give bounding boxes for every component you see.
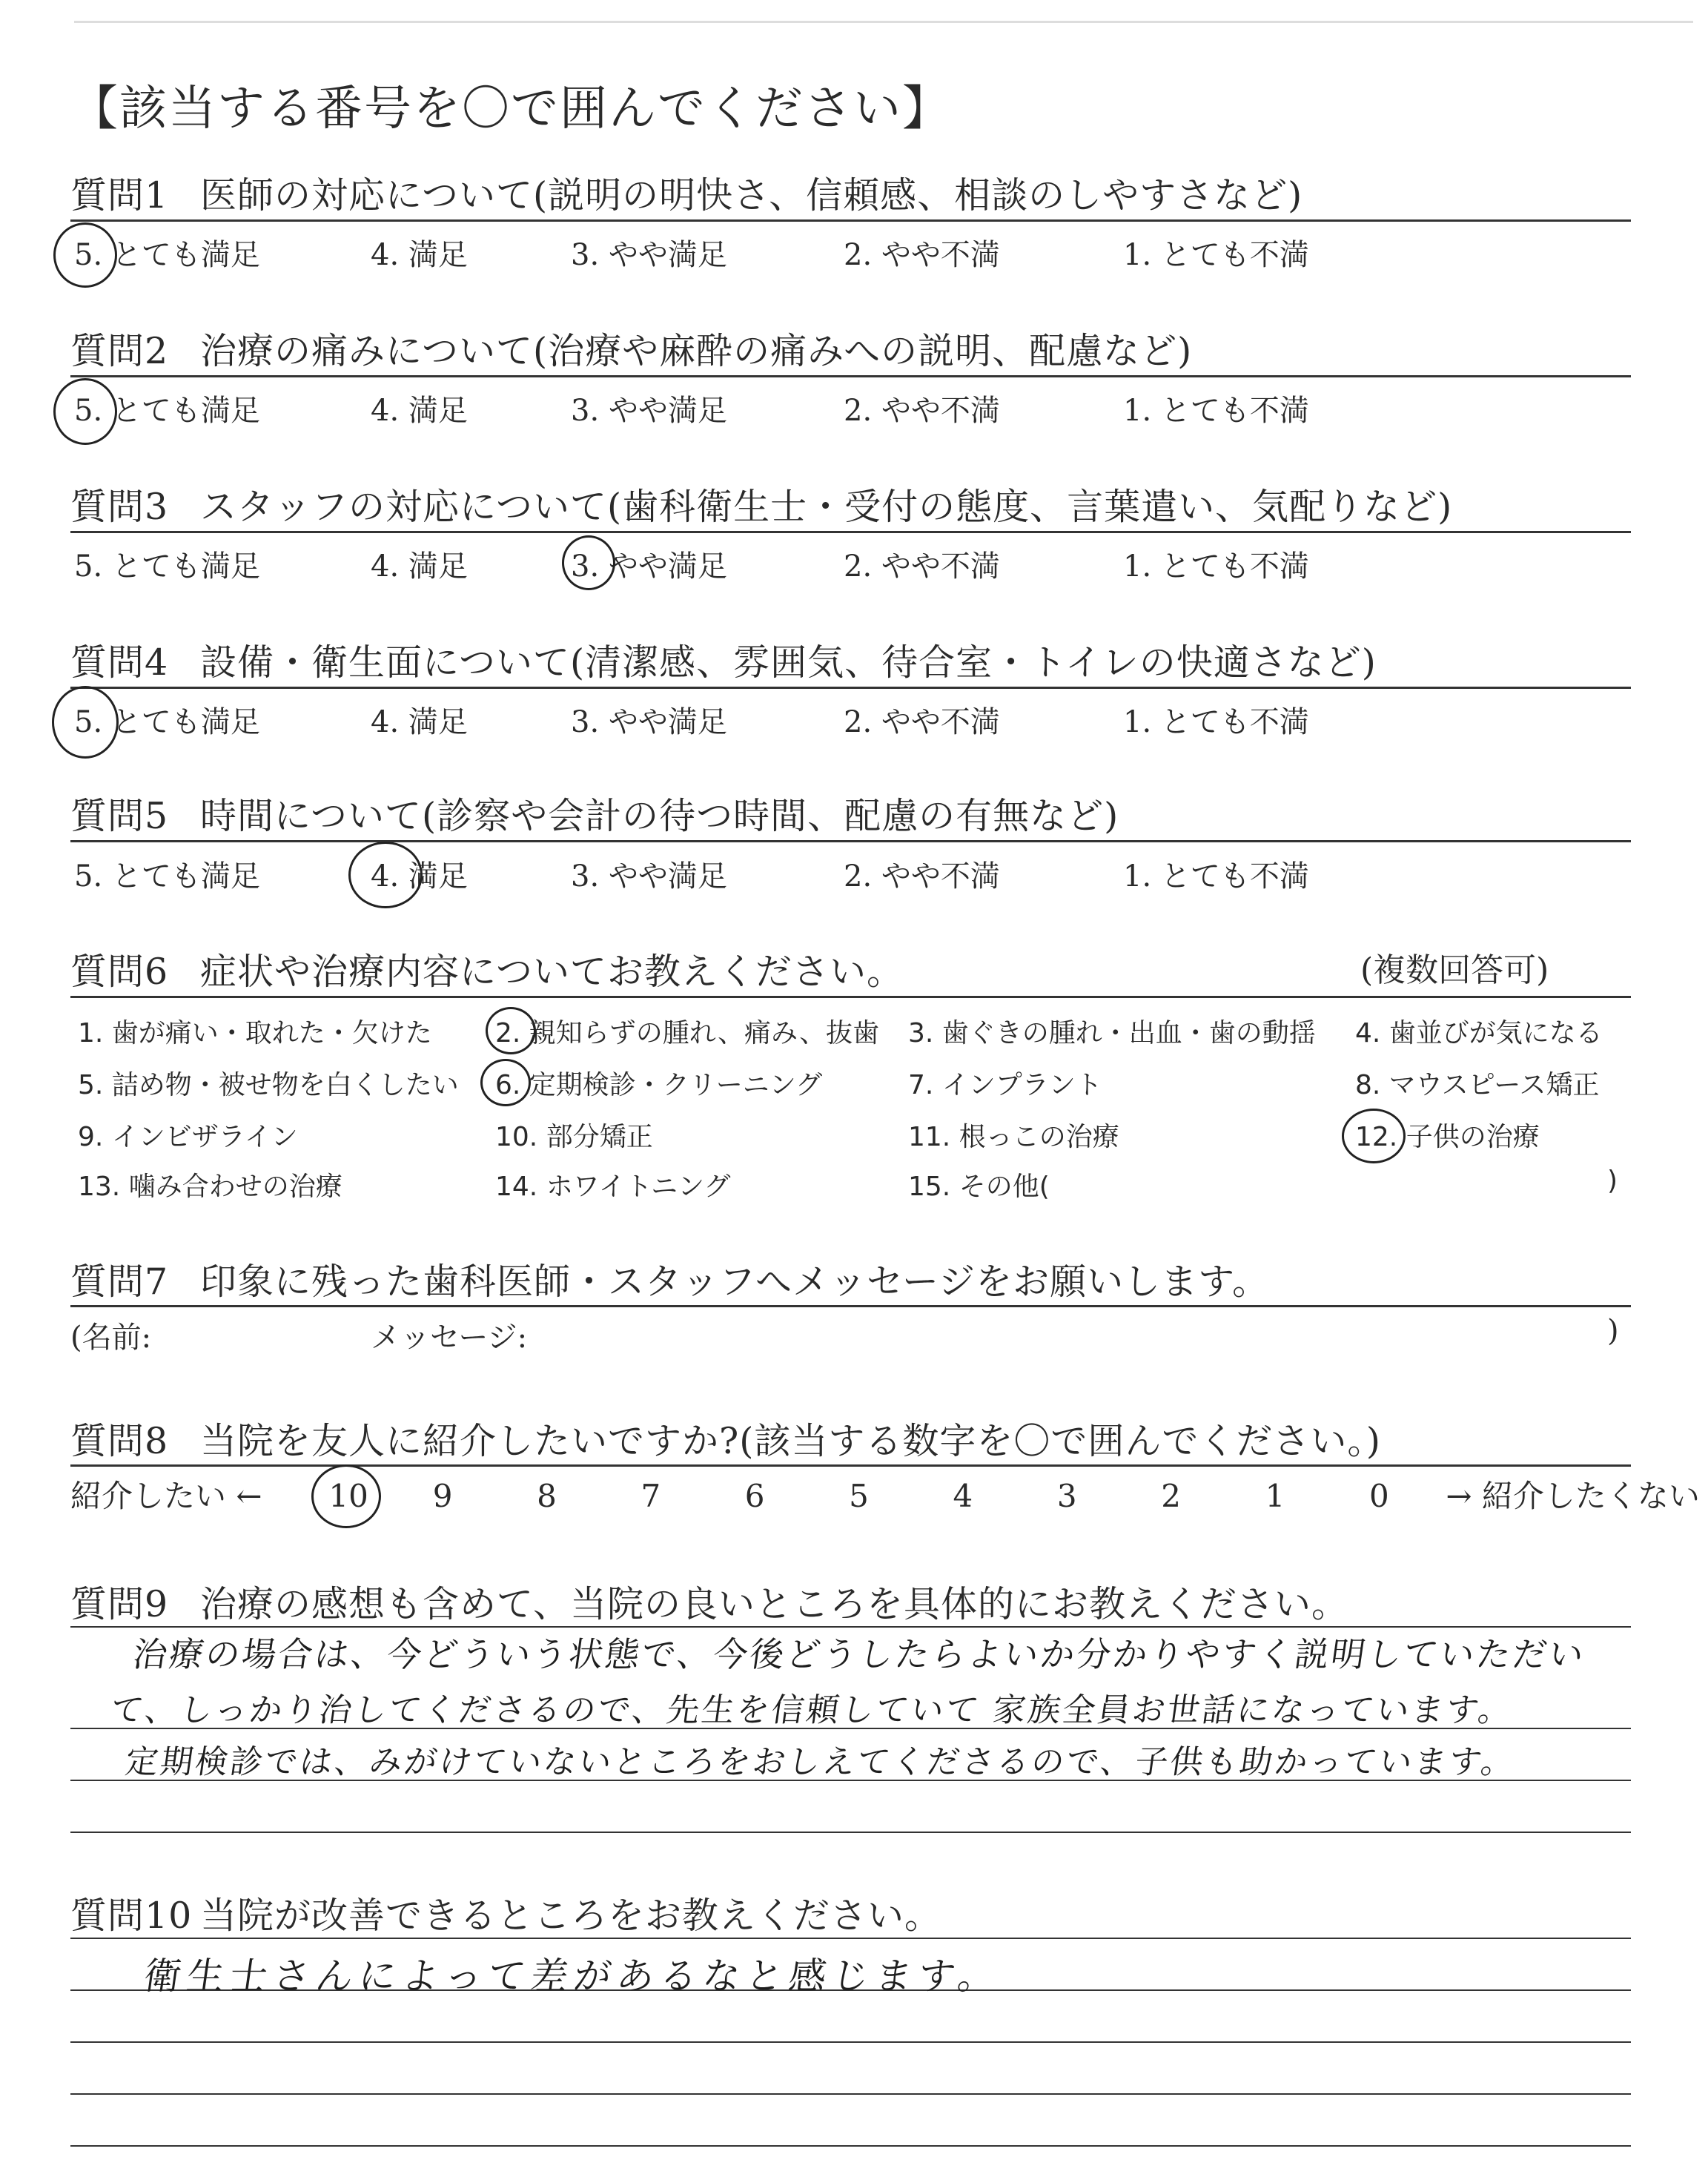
handwritten-answer-line: 衛生士さんによって差があるなと感じます。: [141, 1955, 1004, 1998]
q4-option-4[interactable]: 4. 満足: [371, 705, 468, 739]
q5-option-2[interactable]: 2. やや不満: [844, 859, 1000, 894]
question-number: 質問5: [70, 795, 169, 837]
question-number: 質問9: [70, 1583, 169, 1625]
question-number: 質問7: [70, 1261, 169, 1303]
question-number: 質問1: [70, 174, 169, 217]
question-number: 質問3: [70, 486, 169, 528]
message-close: ): [1607, 1314, 1619, 1348]
q6-option-8[interactable]: 8. マウスピース矯正: [1355, 1070, 1600, 1100]
scale-0[interactable]: 0: [1368, 1478, 1389, 1514]
question-text: 当院を友人に紹介したいですか?(該当する数字を〇で囲んでください。): [200, 1420, 1382, 1462]
q6-option-6[interactable]: 6. 定期検診・クリーニング: [495, 1070, 823, 1100]
scale-6[interactable]: 6: [744, 1478, 765, 1514]
selection-circle: [480, 1059, 531, 1106]
selection-circle: [311, 1464, 381, 1528]
q6-option-4[interactable]: 4. 歯並びが気になる: [1355, 1018, 1603, 1048]
question-text: 当院が改善できるところをお教えください。: [200, 1895, 942, 1937]
message-label: メッセージ:: [371, 1321, 528, 1355]
q1-option-5[interactable]: 5. とても満足: [74, 238, 260, 272]
divider: [70, 219, 1631, 222]
question-text: 治療の痛みについて(治療や麻酔の痛みへの説明、配慮など): [200, 330, 1193, 372]
divider: [70, 687, 1631, 689]
divider: [70, 1464, 1631, 1467]
question-2: [70, 323, 1192, 374]
selection-circle: [52, 686, 119, 759]
q3-option-2[interactable]: 2. やや不満: [844, 549, 1000, 584]
question-9: [70, 1576, 1348, 1628]
scale-left-label: 紹介したい ←: [70, 1478, 262, 1514]
q1-option-1[interactable]: 1. とても不満: [1123, 238, 1309, 272]
q2-option-5[interactable]: 5. とても満足: [74, 394, 260, 428]
handwritten-answer-line: 治療の場合は、今どういう状態で、今後どうしたらよいか分かりやすく説明していただい: [130, 1634, 1589, 1674]
question-number: 質問4: [70, 641, 169, 684]
question-3: [70, 478, 1452, 530]
answer-line: [70, 2093, 1631, 2095]
handwritten-answer-line: て、しっかり治してくださるので、先生を信頼していて 家族全員お世話になっています。: [107, 1691, 1516, 1729]
q2-option-3[interactable]: 3. やや満足: [571, 394, 727, 428]
multiple-answers-note: (複数回答可): [1360, 951, 1549, 989]
q6-option-12[interactable]: 12. 子供の治療: [1355, 1122, 1540, 1152]
question-text: 症状や治療内容についてお教えください。: [200, 951, 904, 993]
selection-circle: [53, 378, 117, 445]
selection-circle: [562, 535, 615, 590]
scale-2[interactable]: 2: [1161, 1478, 1181, 1514]
q6-option-5[interactable]: 5. 詰め物・被せ物を白くしたい: [78, 1070, 459, 1100]
q6-option-2[interactable]: 2. 親知らずの腫れ、痛み、抜歯: [495, 1018, 880, 1048]
q6-option-3[interactable]: 3. 歯ぐきの腫れ・出血・歯の動揺: [908, 1018, 1316, 1048]
question-8: [70, 1413, 1381, 1464]
q2-option-4[interactable]: 4. 満足: [371, 394, 468, 428]
question-text: 治療の感想も含めて、当院の良いところを具体的にお教えください。: [200, 1583, 1349, 1625]
scale-5[interactable]: 5: [849, 1478, 869, 1514]
q6-option-15[interactable]: 15. その他(: [908, 1172, 1050, 1202]
question-number: 質問6: [70, 951, 169, 993]
divider: [70, 840, 1631, 842]
question-text: 設備・衛生面について(清潔感、雰囲気、待合室・トイレの快適さなど): [200, 641, 1377, 684]
q5-option-5[interactable]: 5. とても満足: [74, 859, 260, 894]
answer-line: [70, 2145, 1631, 2147]
q6-option-9[interactable]: 9. インビザライン: [78, 1122, 298, 1152]
scale-3[interactable]: 3: [1056, 1478, 1077, 1514]
q1-option-4[interactable]: 4. 満足: [371, 238, 468, 272]
scale-1[interactable]: 1: [1265, 1478, 1285, 1514]
answer-line: [70, 1938, 1631, 1939]
q1-option-2[interactable]: 2. やや不満: [844, 238, 1000, 272]
question-text: スタッフの対応について(歯科衛生士・受付の態度、言葉遣い、気配りなど): [200, 486, 1453, 528]
q3-option-3[interactable]: 3. やや満足: [571, 549, 727, 584]
selection-circle: [486, 1007, 536, 1054]
q5-option-1[interactable]: 1. とても不満: [1123, 859, 1309, 894]
q6-other-close: ): [1607, 1166, 1618, 1196]
question-7: [70, 1253, 1269, 1305]
page-title: 【該当する番号を〇で囲んでください】: [70, 82, 951, 136]
q6-option-10[interactable]: 10. 部分矯正: [495, 1122, 653, 1152]
q4-option-5[interactable]: 5. とても満足: [74, 705, 260, 739]
divider: [70, 996, 1631, 998]
question-1: [70, 167, 1302, 219]
q6-option-11[interactable]: 11. 根っこの治療: [908, 1122, 1119, 1152]
question-number: 質問8: [70, 1420, 169, 1462]
scale-7[interactable]: 7: [640, 1478, 661, 1514]
name-label: (名前:: [70, 1321, 152, 1355]
top-border: [74, 21, 1693, 23]
question-number: 質問10: [70, 1895, 193, 1937]
question-number: 質問2: [70, 330, 169, 372]
question-text: 時間について(診察や会計の待つ時間、配慮の有無など): [200, 795, 1119, 837]
scale-right-label: → 紹介したくない: [1446, 1478, 1700, 1514]
q6-option-13[interactable]: 13. 噛み合わせの治療: [78, 1172, 342, 1202]
scale-4[interactable]: 4: [953, 1478, 973, 1514]
selection-circle: [348, 842, 423, 908]
q6-option-1[interactable]: 1. 歯が痛い・取れた・欠けた: [78, 1018, 432, 1048]
scale-10[interactable]: 10: [328, 1478, 368, 1514]
answer-line: [70, 1832, 1631, 1833]
q1-option-3[interactable]: 3. やや満足: [571, 238, 727, 272]
q4-option-1[interactable]: 1. とても不満: [1123, 705, 1309, 739]
question-text: 印象に残った歯科医師・スタッフへメッセージをお願いします。: [200, 1261, 1270, 1303]
q6-option-7[interactable]: 7. インプラント: [908, 1070, 1102, 1100]
question-4: [70, 634, 1377, 686]
q3-option-1[interactable]: 1. とても不満: [1123, 549, 1309, 584]
divider: [70, 531, 1631, 533]
question-text: 医師の対応について(説明の明快さ、信頼感、相談のしやすさなど): [200, 174, 1303, 217]
answer-line: [70, 2041, 1631, 2043]
handwritten-answer-line: 定期検診では、みがけていないところをおしえてくださるので、子供も助かっています。: [122, 1743, 1519, 1781]
q3-option-4[interactable]: 4. 満足: [371, 549, 468, 584]
q5-option-3[interactable]: 3. やや満足: [571, 859, 727, 894]
scale-9[interactable]: 9: [432, 1478, 453, 1514]
divider: [70, 1305, 1631, 1307]
question-6: [70, 943, 904, 995]
q4-option-2[interactable]: 2. やや不満: [844, 705, 1000, 739]
selection-circle: [1342, 1109, 1406, 1163]
q6-option-14[interactable]: 14. ホワイトニング: [495, 1172, 731, 1202]
q4-option-3[interactable]: 3. やや満足: [571, 705, 727, 739]
q3-option-5[interactable]: 5. とても満足: [74, 549, 260, 584]
q2-option-1[interactable]: 1. とても不満: [1123, 394, 1309, 428]
q2-option-2[interactable]: 2. やや不満: [844, 394, 1000, 428]
selection-circle: [53, 222, 117, 288]
question-10: [70, 1887, 941, 1939]
q5-option-4[interactable]: 4. 満足: [371, 859, 468, 894]
divider: [70, 375, 1631, 377]
question-5: [70, 787, 1119, 839]
scale-8[interactable]: 8: [537, 1478, 557, 1514]
